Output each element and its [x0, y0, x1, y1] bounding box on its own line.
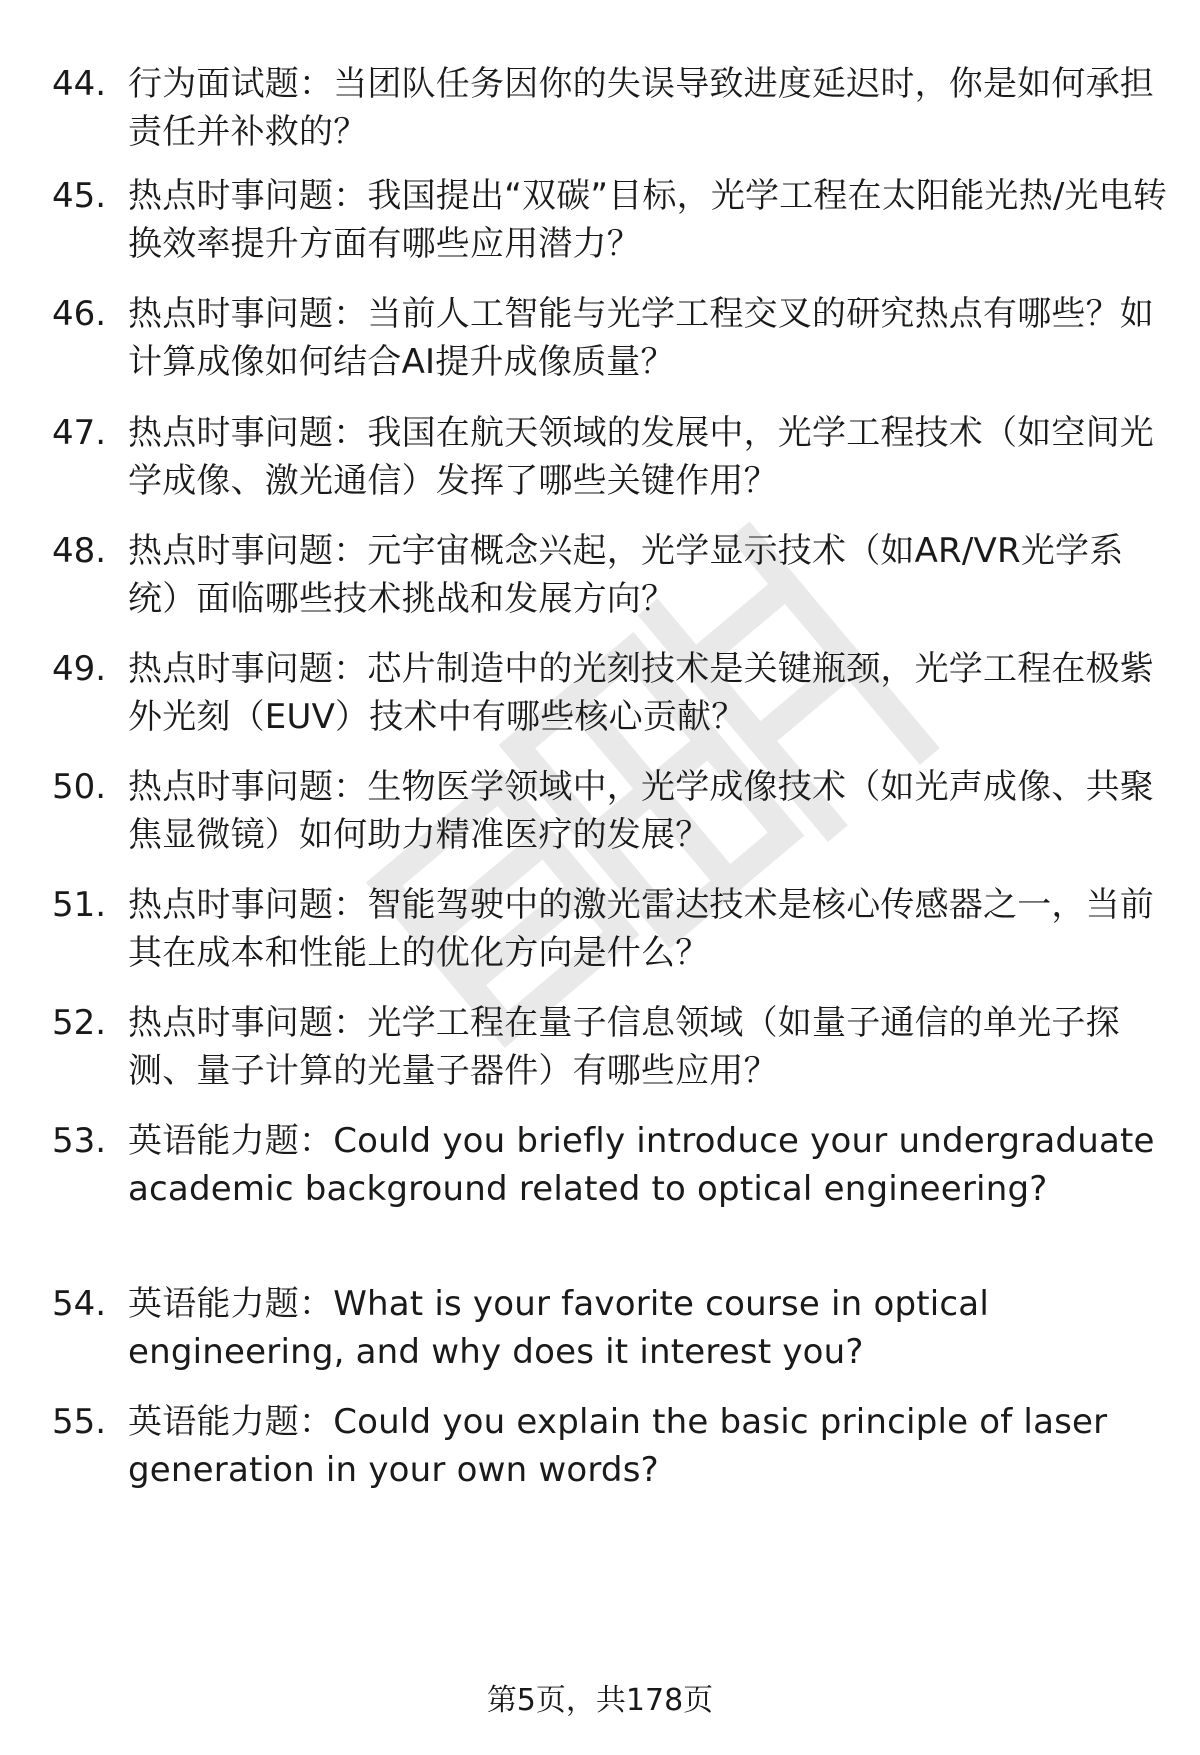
question-number: 44. [52, 64, 107, 104]
question-text: 热点时事问题：元宇宙概念兴起，光学显示技术（如AR/VR光学系统）面临哪些技术挑战和发展方向？ [128, 531, 1124, 619]
question-number: 55. [52, 1402, 107, 1442]
question-text: 行为面试题：当团队任务因你的失误导致进度延迟时，你是如何承担责任并补救的？ [128, 64, 1154, 152]
page-number-label: 第5页，共178页 [486, 1683, 714, 1718]
question-text: 热点时事问题：我国提出“双碳”目标，光学工程在太阳能光热/光电转换效率提升方面有哪些应用潜力？ [128, 176, 1168, 264]
page-footer [0, 1681, 1200, 1721]
question-text: 英语能力题：Could you explain the basic principle of laser generation in your own words? [128, 1402, 1108, 1490]
question-text: 英语能力题：What is your favorite course in optical engineering, and why does it interest you? [128, 1284, 989, 1372]
question-text: 热点时事问题：芯片制造中的光刻技术是关键瓶颈，光学工程在极紫外光刻（EUV）技术中有哪些核心贡献？ [128, 649, 1154, 737]
question-number: 49. [52, 649, 107, 689]
question-number: 45. [52, 176, 107, 216]
question-number: 54. [52, 1284, 107, 1324]
question-number: 51. [52, 885, 107, 925]
question-text: 热点时事问题：当前人工智能与光学工程交叉的研究热点有哪些？如计算成像如何结合AI提升成像质量？ [128, 294, 1154, 382]
question-text: 热点时事问题：我国在航天领域的发展中，光学工程技术（如空间光学成像、激光通信）发挥了哪些关键作用？ [128, 413, 1154, 501]
question-number: 47. [52, 413, 107, 453]
question-number: 50. [52, 767, 107, 807]
question-number: 48. [52, 531, 107, 571]
question-number: 52. [52, 1003, 107, 1043]
question-text: 热点时事问题：生物医学领域中，光学成像技术（如光声成像、共聚焦显微镜）如何助力精准医疗的发展？ [128, 767, 1154, 855]
question-text: 热点时事问题：光学工程在量子信息领域（如量子通信的单光子探测、量子计算的光量子器件）有哪些应用？ [128, 1003, 1120, 1091]
question-number: 46. [52, 294, 107, 334]
question-number: 53. [52, 1121, 107, 1161]
question-text: 英语能力题：Could you briefly introduce your undergraduate academic background related to optical engineering? [128, 1121, 1155, 1209]
question-text: 热点时事问题：智能驾驶中的激光雷达技术是核心传感器之一，当前其在成本和性能上的优化方向是什么？ [128, 885, 1154, 973]
